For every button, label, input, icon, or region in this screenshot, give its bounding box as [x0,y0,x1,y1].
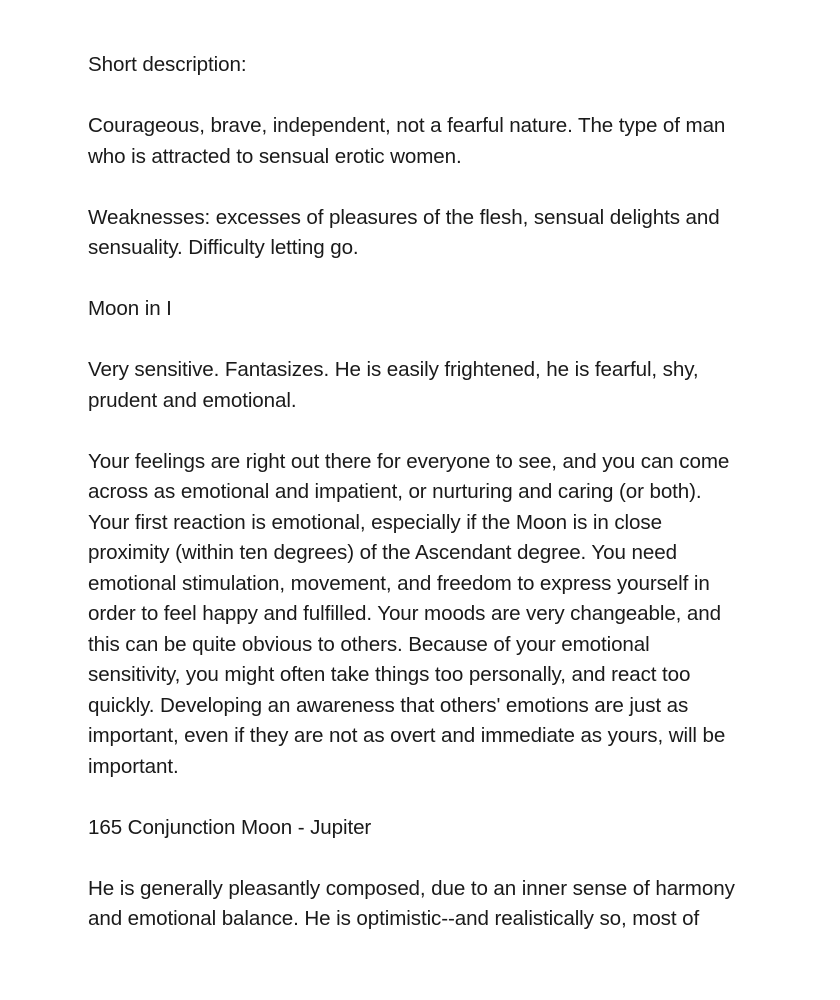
text-line: proximity (within ten degrees) of the Ascendant degree. You need [88,541,677,564]
paragraph-weaknesses [88,203,768,264]
text-line: sensitivity, you might often take things too personally, and react too [88,663,691,686]
text-line: order to feel happy and fulfilled. Your moods are very changeable, and [88,602,721,625]
text-line: Courageous, brave, independent, not a fearful nature. The type of man [88,114,726,137]
text-line: who is attracted to sensual erotic women. [88,144,462,168]
text-line: Very sensitive. Fantasizes. He is easily frightened, he is fearful, shy, [88,358,699,381]
text-line: Your first reaction is emotional, especially if the Moon is in close [88,510,662,534]
text-line: across as emotional and impatient, or nurturing and caring (or both). [88,480,702,503]
text-line: important. [88,754,179,778]
paragraph-short-description-heading [88,50,768,81]
text-line: Weaknesses: excesses of pleasures of the flesh, sensual delights and [88,205,720,229]
text-line: prudent and emotional. [88,388,297,412]
text-line: emotional stimulation, movement, and freedom to express yourself in [88,571,710,595]
paragraph-description [88,111,768,172]
text-line: this can be quite obvious to others. Because of your emotional [88,632,650,656]
text-line: sensuality. Difficulty letting go. [88,236,359,259]
text-line: quickly. Developing an awareness that others' emotions are just as [88,693,689,717]
text-line: 165 Conjunction Moon - Jupiter [88,815,372,839]
paragraph-conjunction-detail [88,874,768,935]
section-heading-moon-in-i [88,294,768,325]
text-line: Moon in I [88,297,172,320]
text-line: important, even if they are not as overt and immediate as yours, will be [88,724,726,747]
document-body [88,50,768,965]
paragraph-moon-detail [88,447,768,783]
paragraph-moon-summary [88,355,768,416]
text-line: and emotional balance. He is optimistic--and realistically so, most of [88,907,700,930]
text-line: He is generally pleasantly composed, due to an inner sense of harmony [88,876,735,900]
text-line: Short description: [88,53,247,76]
section-heading-conjunction-moon-jupiter [88,813,768,844]
text-line: Your feelings are right out there for everyone to see, and you can come [88,449,730,473]
